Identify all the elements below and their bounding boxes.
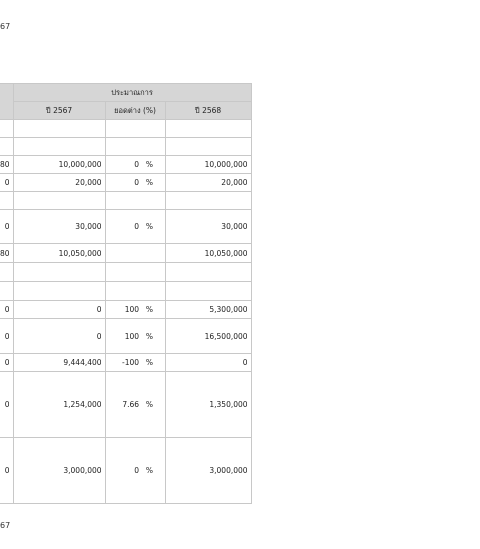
table-row — [0, 282, 251, 301]
cell-prev-fragment — [0, 120, 13, 138]
cell-estimate-2568: 1,350,000 — [165, 372, 251, 438]
table-row — [0, 174, 251, 192]
cell-prev-fragment: 0 — [0, 210, 13, 244]
cell-estimate-2568 — [165, 192, 251, 210]
budget-table-body — [0, 120, 251, 504]
cell-prev-fragment — [0, 263, 13, 282]
percent-unit: % — [145, 331, 154, 341]
cell-estimate-2568: 0 — [165, 354, 251, 372]
cell-difference-percent — [105, 192, 165, 210]
difference-value: 100 — [124, 305, 140, 314]
cell-estimate-2568 — [165, 138, 251, 156]
percent-unit: % — [145, 466, 154, 475]
table-row — [0, 301, 251, 319]
difference-value: -100 — [122, 358, 140, 367]
cell-estimate-2568: 20,000 — [165, 174, 251, 192]
cell-difference-percent — [105, 120, 165, 138]
percent-unit: % — [145, 305, 154, 314]
cell-difference-percent — [105, 263, 165, 282]
cell-estimate-2567: 0 — [13, 301, 105, 319]
cell-prev-fragment — [0, 282, 13, 301]
cell-prev-fragment: 80 — [0, 244, 13, 263]
cell-estimate-2568: 3,000,000 — [165, 438, 251, 504]
cell-estimate-2568 — [165, 282, 251, 301]
cell-difference-percent — [105, 319, 165, 354]
cell-difference-percent — [105, 282, 165, 301]
cell-estimate-2567: 30,000 — [13, 210, 105, 244]
cell-estimate-2568: 10,050,000 — [165, 244, 251, 263]
header-blank-cell — [0, 84, 13, 120]
cell-estimate-2567: 3,000,000 — [13, 438, 105, 504]
table-row — [0, 372, 251, 438]
cell-estimate-2568: 5,300,000 — [165, 301, 251, 319]
cell-difference-percent — [105, 244, 165, 263]
cell-estimate-2567 — [13, 192, 105, 210]
table-row — [0, 192, 251, 210]
cell-estimate-2567: 20,000 — [13, 174, 105, 192]
table-row — [0, 120, 251, 138]
cell-difference-percent — [105, 372, 165, 438]
table-row — [0, 244, 251, 263]
cell-estimate-2568: 10,000,000 — [165, 156, 251, 174]
cell-prev-fragment: 0 — [0, 438, 13, 504]
percent-unit: % — [145, 400, 154, 409]
cell-difference-percent — [105, 174, 165, 192]
cell-estimate-2567 — [13, 263, 105, 282]
table-row — [0, 438, 251, 504]
cell-prev-fragment: 0 — [0, 174, 13, 192]
budget-table — [0, 83, 252, 504]
cell-estimate-2568: 16,500,000 — [165, 319, 251, 354]
cell-estimate-2567: 10,050,000 — [13, 244, 105, 263]
cell-estimate-2567 — [13, 120, 105, 138]
cell-prev-fragment: 80 — [0, 156, 13, 174]
table-row — [0, 156, 251, 174]
page-footer-fragment: 67 — [0, 521, 11, 530]
cell-estimate-2567 — [13, 282, 105, 301]
table-row — [0, 263, 251, 282]
percent-unit: % — [145, 160, 154, 169]
cell-prev-fragment: 0 — [0, 301, 13, 319]
percent-unit: % — [145, 178, 154, 187]
cell-estimate-2567: 9,444,400 — [13, 354, 105, 372]
percent-unit: % — [145, 358, 154, 367]
page-header-fragment: 67 — [0, 22, 11, 31]
cell-difference-percent — [105, 156, 165, 174]
difference-value: 0 — [134, 222, 140, 231]
cell-prev-fragment — [0, 192, 13, 210]
column-header-year-2568: ปี 2568 — [165, 102, 251, 120]
table-row — [0, 138, 251, 156]
cell-estimate-2567: 0 — [13, 319, 105, 354]
table-row — [0, 354, 251, 372]
difference-value: 100 — [124, 331, 140, 341]
column-header-difference: ยอดต่าง (%) — [105, 102, 165, 120]
cell-difference-percent — [105, 354, 165, 372]
cell-estimate-2567: 10,000,000 — [13, 156, 105, 174]
cell-prev-fragment — [0, 138, 13, 156]
difference-value: 7.66 — [122, 400, 140, 409]
cell-estimate-2567: 1,254,000 — [13, 372, 105, 438]
percent-unit: % — [145, 222, 154, 231]
cell-difference-percent — [105, 138, 165, 156]
difference-value: 0 — [134, 160, 140, 169]
cell-difference-percent — [105, 210, 165, 244]
cell-estimate-2568: 30,000 — [165, 210, 251, 244]
cell-prev-fragment: 0 — [0, 354, 13, 372]
cell-prev-fragment: 0 — [0, 319, 13, 354]
table-row — [0, 210, 251, 244]
cell-prev-fragment: 0 — [0, 372, 13, 438]
cell-estimate-2567 — [13, 138, 105, 156]
estimate-group-header: ประมาณการ — [13, 84, 251, 102]
table-row — [0, 319, 251, 354]
cell-difference-percent — [105, 301, 165, 319]
cell-estimate-2568 — [165, 263, 251, 282]
column-header-year-2567: ปี 2567 — [13, 102, 105, 120]
difference-value: 0 — [134, 178, 140, 187]
difference-value: 0 — [134, 466, 140, 475]
cell-estimate-2568 — [165, 120, 251, 138]
cell-difference-percent — [105, 438, 165, 504]
